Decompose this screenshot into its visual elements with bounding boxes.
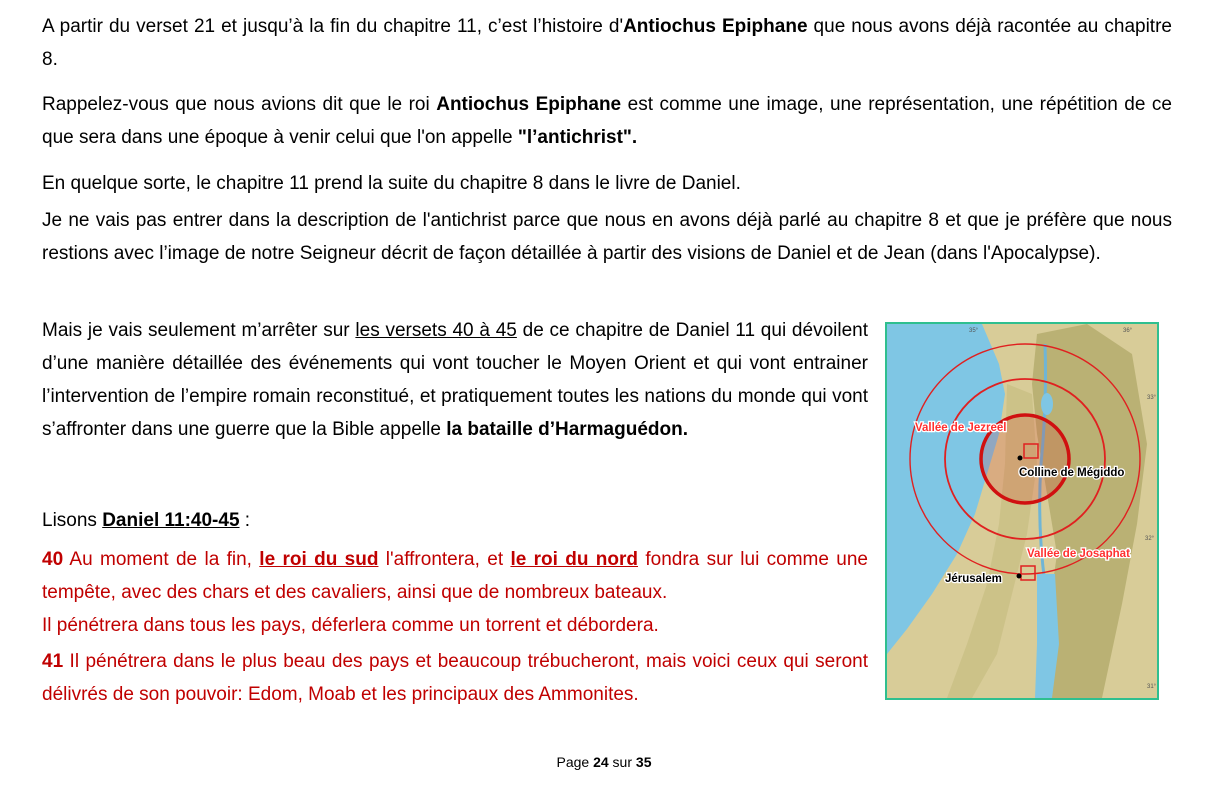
underlined-versets: les versets 40 à 45 xyxy=(355,320,517,341)
bold-name: Antiochus Epiphane xyxy=(436,94,622,115)
label-vallee-josaphat: Vallée de Josaphat xyxy=(1027,548,1130,560)
map-svg xyxy=(887,324,1157,698)
text: est comme une image, une représentation, une répétition de ce que sera dans une époque à venir celui que l'on appelle xyxy=(42,94,1172,148)
text: de ce chapitre de Daniel 11 qui dévoilent d’une manière détaillée des événements qui vont toucher le Moyen Orient et qui vont entrainer l’intervention de l’empire romain reconstitué, et pratiquement toutes les nations du monde qui vont s’affronter dans une guerre que la Bible appelle xyxy=(42,320,868,440)
text: : xyxy=(239,510,251,531)
verse-number: 40 xyxy=(42,549,64,570)
map-figure xyxy=(885,322,1159,700)
text: Rappelez-vous que nous avions dit que le roi xyxy=(42,94,437,115)
roi-du-nord: le roi du nord xyxy=(510,549,639,570)
paragraph-chapter-11 xyxy=(42,167,1172,200)
tick-label: 35° xyxy=(969,328,979,334)
scripture-reference: Daniel 11:40-45 xyxy=(102,510,240,531)
text: Mais je vais seulement m’arrêter sur xyxy=(42,320,356,341)
tick-label: 36° xyxy=(1123,328,1133,334)
page-footer xyxy=(0,752,1208,772)
current-page-number: 24 xyxy=(593,754,609,770)
paragraph-intro xyxy=(42,10,1172,76)
paragraph-description xyxy=(42,204,1172,270)
verse-number: 41 xyxy=(42,651,64,672)
verse-41 xyxy=(42,645,868,711)
label-jerusalem: Jérusalem xyxy=(945,573,1002,585)
text: En quelque sorte, le chapitre 11 prend la suite du chapitre 8 dans le livre de Daniel. xyxy=(42,173,741,194)
label-vallee-jezreel: Vallée de Jezreel xyxy=(915,422,1007,434)
text: A partir du verset 21 et jusqu’à la fin du chapitre 11, c’est l’histoire d' xyxy=(42,16,624,37)
bold-harmaguedon: la bataille d’Harmaguédon. xyxy=(446,419,688,440)
megiddo-point xyxy=(1018,456,1023,461)
tick-label: 31° xyxy=(1147,684,1157,690)
paragraph-lisons xyxy=(42,504,868,537)
bold-antichrist: "l’antichrist". xyxy=(517,127,638,148)
text: l'affrontera, et xyxy=(378,549,511,570)
text: fondra sur lui comme une tempête, avec des chars et des cavaliers, ainsi que de nombreux bateaux. xyxy=(42,549,868,603)
total-page-count: 35 xyxy=(635,754,652,770)
bold-name: Antiochus Epiphane xyxy=(623,16,808,37)
tick-label: 32° xyxy=(1145,536,1155,542)
footer-text: sur xyxy=(608,754,636,770)
label-colline-megiddo: Colline de Mégiddo xyxy=(1019,467,1125,479)
text: que nous avons déjà racontée au chapitre 8. xyxy=(42,16,1172,70)
text: Il pénétrera dans tous les pays, déferlera comme un torrent et débordera. xyxy=(42,615,659,636)
text: Il pénétrera dans le plus beau des pays et beaucoup trébucheront, mais voici ceux qui seront délivrés de son pouvoir: Edom, Moab et les principaux des Ammonites. xyxy=(42,651,868,705)
roi-du-sud: le roi du sud xyxy=(259,549,379,570)
jerusalem-point xyxy=(1017,574,1022,579)
tick-label: 33° xyxy=(1147,395,1157,401)
footer-text: Page xyxy=(556,754,594,770)
text: Au moment de la fin, xyxy=(63,549,260,570)
paragraph-versets xyxy=(42,314,868,446)
text: Je ne vais pas entrer dans la description de l'antichrist parce que nous en avons déjà parlé au chapitre 8 et que je préfère que nous restions avec l’image de notre Seigneur décrit de façon détaillée à partir des visions de Daniel et de Jean (dans l'Apocalypse). xyxy=(42,210,1172,264)
sea-of-galilee xyxy=(1041,393,1053,415)
verse-40 xyxy=(42,543,868,642)
paragraph-antiochus xyxy=(42,88,1172,154)
text: Lisons xyxy=(42,510,103,531)
